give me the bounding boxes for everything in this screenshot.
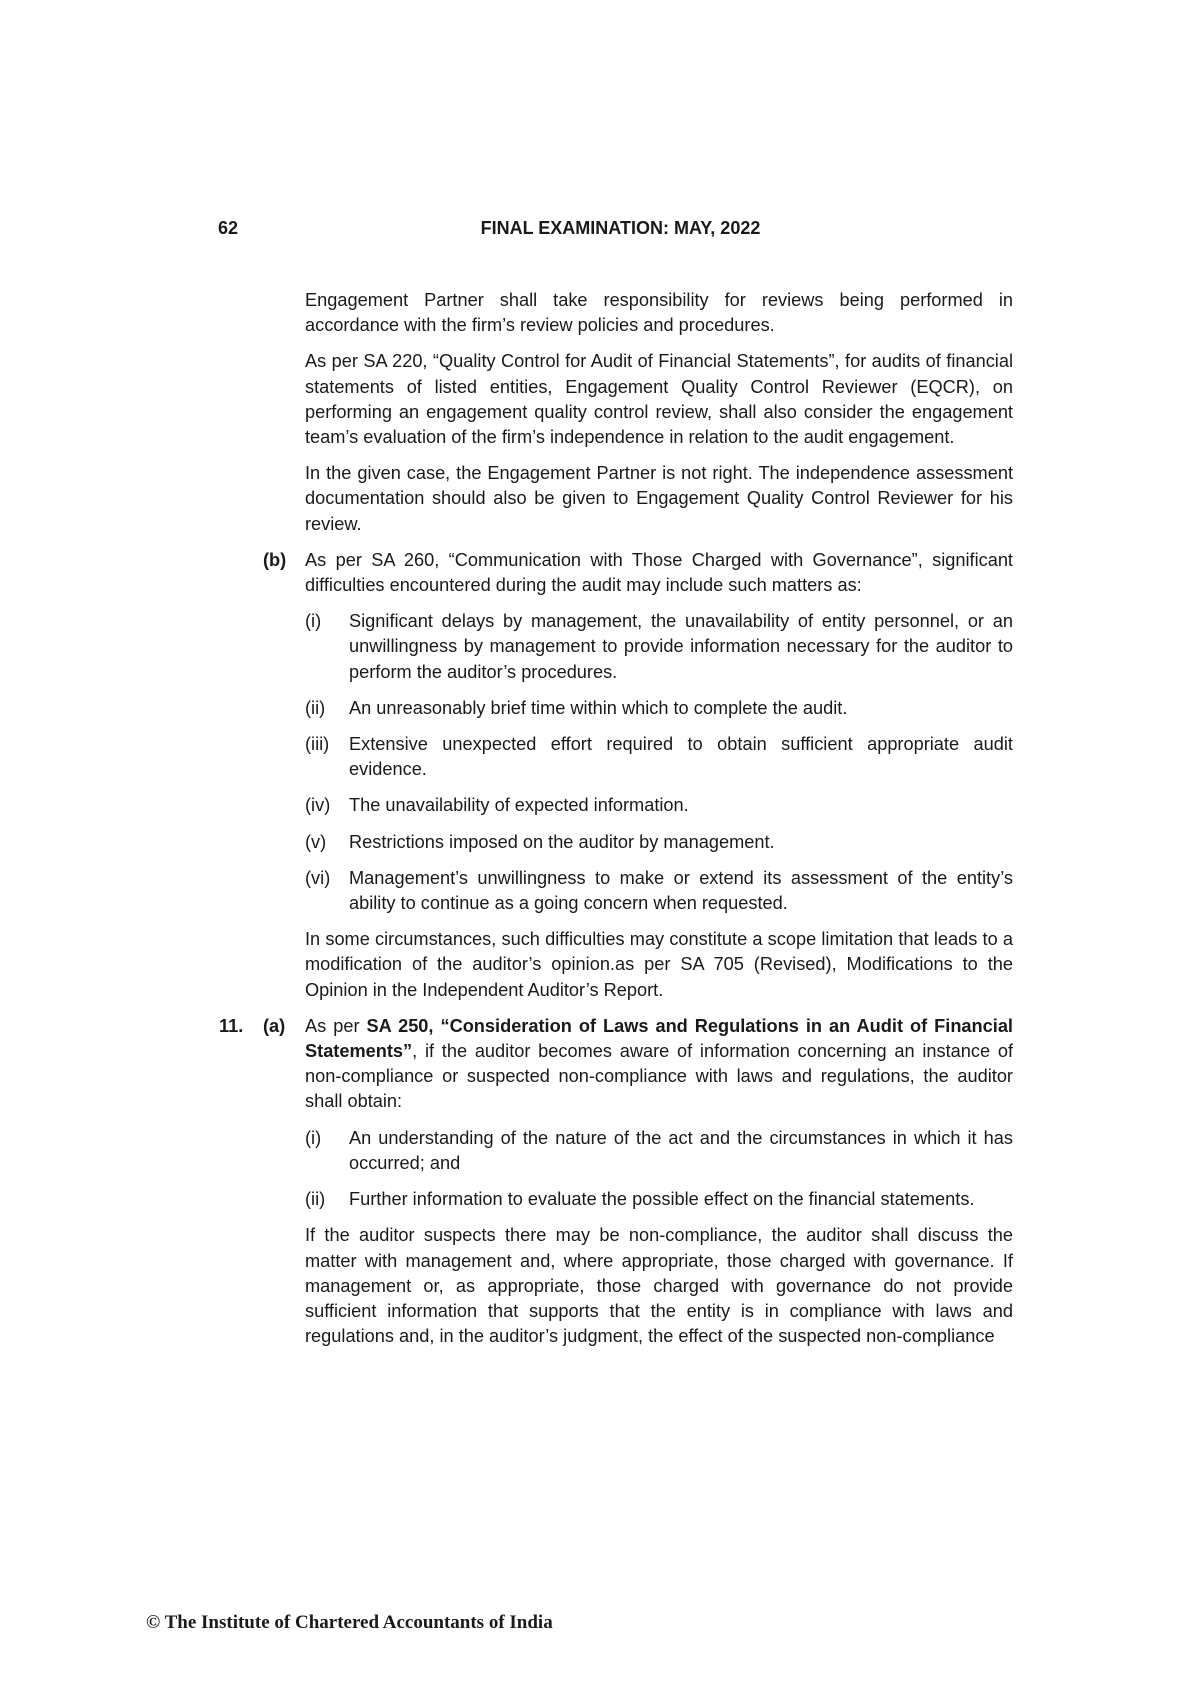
section-b-label: (b) (263, 549, 287, 570)
list-item (305, 609, 1013, 685)
page-number: 62 (218, 218, 239, 238)
paragraph-sa220: As per SA 220, “Quality Control for Audit of Financial Statements”, for audits of financial statements of listed entities, Engagement Quality Control Reviewer (EQCR), on performing an engagement quality control review, shall also consider the engagement team’s evaluation of the firm’s independence in relation to the audit engagement. (305, 351, 1013, 448)
list-item-number: (vi) (305, 867, 331, 888)
list-item-text: Extensive unexpected effort required to obtain sufficient appropriate audit evidence. (349, 734, 1013, 780)
difficulties-list (305, 609, 1013, 916)
list-item-text: An unreasonably brief time within which to complete the audit. (349, 697, 848, 718)
paragraph-suspected-noncompliance: If the auditor suspects there may be non-compliance, the auditor shall discuss the matter with management and, where appropriate, those charged with governance. If management or, as appropriate, those charged with governance do not provide sufficient information that supports that the entity is in compliance with laws and regulations and, in the auditor’s judgment, the effect of the suspected non-compliance (305, 1225, 1013, 1347)
list-item-number: (ii) (305, 1189, 326, 1210)
question-part-label: (a) (263, 1015, 286, 1036)
list-item (305, 1126, 1013, 1176)
list-item-number: (iv) (305, 795, 331, 816)
list-item-text: Restrictions imposed on the auditor by management. (349, 831, 775, 852)
paragraph-scope-limitation: In some circumstances, such difficulties may constitute a scope limitation that leads to a modification of the auditor’s opinion.as per SA 705 (Revised), Modifications to the Opinion in the Independent Auditor’s Report. (305, 929, 1013, 1000)
list-item (305, 866, 1013, 916)
list-item-text: The unavailability of expected information. (349, 795, 689, 816)
list-item (305, 1187, 1013, 1212)
question-11a (219, 1014, 1013, 1115)
list-item-number: (ii) (305, 697, 326, 718)
list-item-number: (v) (305, 831, 327, 852)
paragraph-given-case: In the given case, the Engagement Partner is not right. The independence assessment documentation should also be given to Engagement Quality Control Reviewer for his review. (305, 463, 1013, 534)
list-item-text: Further information to evaluate the possible effect on the financial statements. (349, 1189, 975, 1210)
intro-suffix: , if the auditor becomes aware of information concerning an instance of non-compliance or suspected non-compliance with laws and regulations, the auditor shall obtain: (305, 1041, 1013, 1112)
section-b (263, 548, 1013, 598)
section-b-intro: As per SA 260, “Communication with Those Charged with Governance”, significant difficulties encountered during the audit may include such matters as: (305, 549, 1013, 596)
question-number: 11. (219, 1015, 244, 1036)
obtain-list (305, 1126, 1013, 1213)
intro-prefix: As per (305, 1015, 367, 1036)
list-item-number: (i) (305, 1127, 322, 1148)
sa250-title: SA 250, “Consideration of Laws and Regulations in an Audit of Financial Statements” (305, 1015, 1013, 1062)
footer-copyright: © The Institute of Chartered Accountants of India (146, 1612, 553, 1633)
list-item (305, 793, 1013, 818)
list-item-number: (iii) (305, 734, 330, 755)
list-item-text: Significant delays by management, the unavailability of entity personnel, or an unwillingness by management to provide information necessary for the auditor to perform the auditor’s procedures. (349, 611, 1013, 682)
document-body (219, 288, 1013, 1360)
page-header-title: FINAL EXAMINATION: MAY, 2022 (480, 218, 761, 238)
list-item-number: (i) (305, 611, 322, 632)
list-item (305, 696, 1013, 721)
list-item-text: Management’s unwillingness to make or extend its assessment of the entity’s ability to continue as a going concern when requested. (349, 867, 1013, 914)
question-11a-intro (305, 1014, 1013, 1115)
list-item-text: An understanding of the nature of the act and the circumstances in which it has occurred; and (349, 1127, 1013, 1173)
list-item (305, 732, 1013, 782)
list-item (305, 830, 1013, 855)
paragraph-review-responsibility: Engagement Partner shall take responsibility for reviews being performed in accordance with the firm’s review policies and procedures. (305, 290, 1013, 336)
